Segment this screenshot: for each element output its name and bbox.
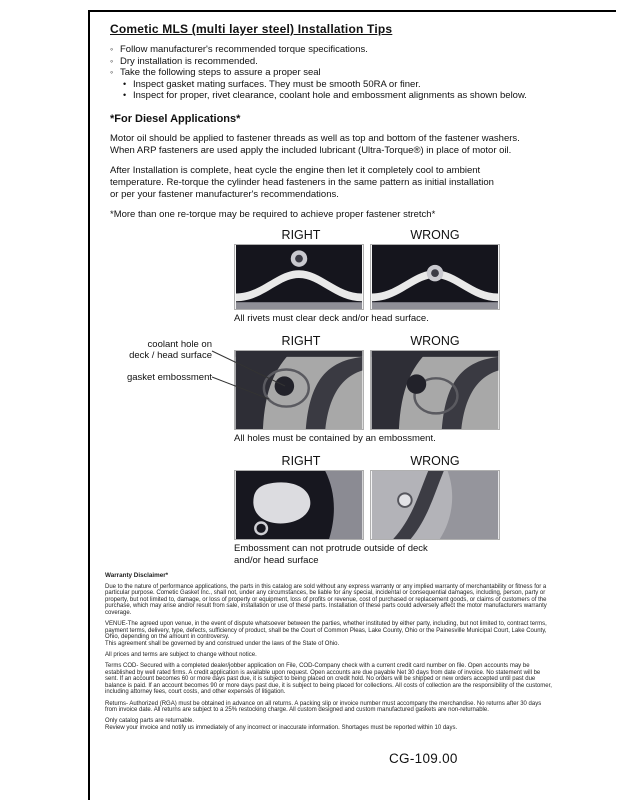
sub-bullet-item — [123, 79, 580, 91]
figure-labels — [234, 454, 502, 468]
warranty-paragraph: Returns- Authorized (RGA) must be obtained in advance on all returns. A packing slip or invoice number must accompany the merchandise. No returns after 30 days from invoice date. All returns are subject to a 25% restocking charge. All custom designed and custom manufactured gaskets are non-returnable. — [105, 700, 542, 714]
annotation-line-text: coolant hole on — [147, 339, 212, 350]
warranty-paragraph: VENUE-The agreed upon venue, in the event of dispute whatsoever between the parties, whether instituted by either party, including, but not limited to, contract terms, payment terms, delivery, type, defects, sufficiency of product, shall be the Court of Common Pleas, Lake County, Ohio or the Painesville Municipal Court, Lake County, Ohio, depending on the amount in controversy. — [105, 621, 547, 641]
annotation-gasket-embossment: gasket embossment — [126, 372, 212, 383]
figure-caption: All holes must be contained by an embossment. — [234, 433, 436, 444]
warranty-section — [105, 573, 553, 736]
warranty-paragraph: Only catalog parts are returnable. — [105, 718, 195, 725]
open-bullet-marker — [110, 44, 120, 56]
figure-labels — [234, 228, 502, 242]
paragraph-line: After Installation is complete, heat cycle the engine then let it completely cool to ambient — [110, 164, 481, 176]
figure-row-holes — [126, 334, 502, 444]
warranty-paragraph: Terms COD- Secured with a completed dealer/jobber application on File, COD-Company check with a current credit card number on file. Open accounts may be established by well rated firms. A credit application is available upon request. Open accounts are due payable Net 30 days from date of invoice. No statement will be sent. If an account becomes 60 or more days past due, it is subject to being placed on credit hold. No orders will be shipped or new orders accepted until past due balance is paid. If an account becomes 90 or more days past due, it is subject to being placed for collections. All costs of collection are the responsibility of the customer, including attorney fees, court costs, and other expenses of litigation. — [105, 663, 552, 696]
open-bullet-marker — [110, 67, 120, 79]
annotation-coolant-hole — [100, 339, 212, 361]
bullet-text: Follow manufacturer's recommended torque specifications. — [120, 44, 368, 55]
warranty-heading: Warranty Disclaimer* — [105, 572, 169, 579]
hole-wrong-image — [370, 350, 500, 430]
diesel-heading: *For Diesel Applications* — [110, 112, 241, 125]
filled-bullet-marker — [123, 90, 133, 102]
warranty-paragraph: Review your invoice and notify us immediately of any incorrect or inaccurate information. Shortages must be reported within 10 days. — [105, 724, 458, 731]
figure-caption: All rivets must clear deck and/or head surface. — [234, 313, 429, 324]
page-number: CG-109.00 — [389, 751, 458, 766]
filled-bullet-marker — [123, 79, 133, 91]
left-border-line — [88, 10, 90, 800]
paragraph-line: or per your fastener manufacturer's recommendations. — [110, 188, 339, 200]
page-title: Cometic MLS (multi layer steel) Installation Tips — [110, 22, 393, 36]
figure-row-embossment — [234, 454, 502, 566]
tips-list — [110, 44, 580, 102]
annotation-line-text: deck / head surface — [129, 350, 212, 361]
paragraph-line: Motor oil should be applied to fastener threads as well as top and bottom of the fastener washers. — [110, 132, 520, 144]
figure-label-right: RIGHT — [281, 334, 321, 348]
bullet-item — [110, 44, 580, 56]
paragraph-line: temperature. Re-torque the cylinder head fasteners in the same pattern as initial installation — [110, 176, 494, 188]
sub-bullet-item — [123, 90, 580, 102]
figure-label-right: RIGHT — [281, 454, 321, 468]
bullet-text: Take the following steps to assure a proper seal — [120, 67, 321, 78]
diesel-paragraph-1 — [110, 133, 580, 157]
figures-section — [126, 228, 502, 576]
annotation-pointer-lines — [210, 346, 302, 404]
diesel-paragraph-3: *More than one re-torque may be required to achieve proper fastener stretch* — [110, 208, 436, 220]
figure-label-right: RIGHT — [281, 228, 321, 242]
bullet-text: Inspect for proper, rivet clearance, coolant hole and embossment alignments as shown below. — [133, 90, 527, 101]
rivet-right-image — [234, 244, 364, 310]
bullet-text: Dry installation is recommended. — [120, 55, 258, 67]
warranty-paragraph: All prices and terms are subject to change without notice. — [105, 651, 257, 658]
figure-row-rivets — [234, 228, 502, 324]
diesel-paragraph-2 — [110, 165, 580, 201]
figure-label-wrong: WRONG — [410, 228, 460, 242]
warranty-paragraph: Due to the nature of performance applications, the parts in this catalog are sold without any express warranty or any implied warranty of merchantability or fitness for a particular purpose. Cometic Gasket Inc., shall not, under any circumstances, be liable for any special, incidental or consequential damages, including, person, party or property, but not limited to, damage, or loss of property or equipment, loss of profits or revenue, cost of purchased or replacement goods, or claims of customers of the purchase, which may arise and/or result from sale, installation or use of these parts. Installation of these parts could adversely affect the motor manufacturers warranty coverage. — [105, 583, 547, 616]
top-border-line — [88, 10, 616, 12]
warranty-paragraph: This agreement shall be governed by and construed under the laws of the State of Ohio. — [105, 640, 340, 647]
figure-images — [234, 244, 502, 310]
figure-caption: Embossment can not protrude outside of deck and/or head surface — [234, 543, 428, 566]
figure-label-wrong: WRONG — [410, 454, 460, 468]
embossment-wrong-image — [370, 470, 500, 540]
open-bullet-marker — [110, 56, 120, 68]
paragraph-line: When ARP fasteners are used apply the included lubricant (Ultra-Torque®) in place of motor oil. — [110, 144, 512, 156]
bullet-item — [110, 67, 580, 79]
embossment-right-image — [234, 470, 364, 540]
rivet-wrong-image — [370, 244, 500, 310]
figure-images — [234, 470, 502, 540]
content-area — [110, 22, 580, 221]
figure-label-wrong: WRONG — [410, 334, 460, 348]
bullet-text: Inspect gasket mating surfaces. They must be smooth 50RA or finer. — [133, 78, 421, 90]
bullet-item — [110, 56, 580, 68]
